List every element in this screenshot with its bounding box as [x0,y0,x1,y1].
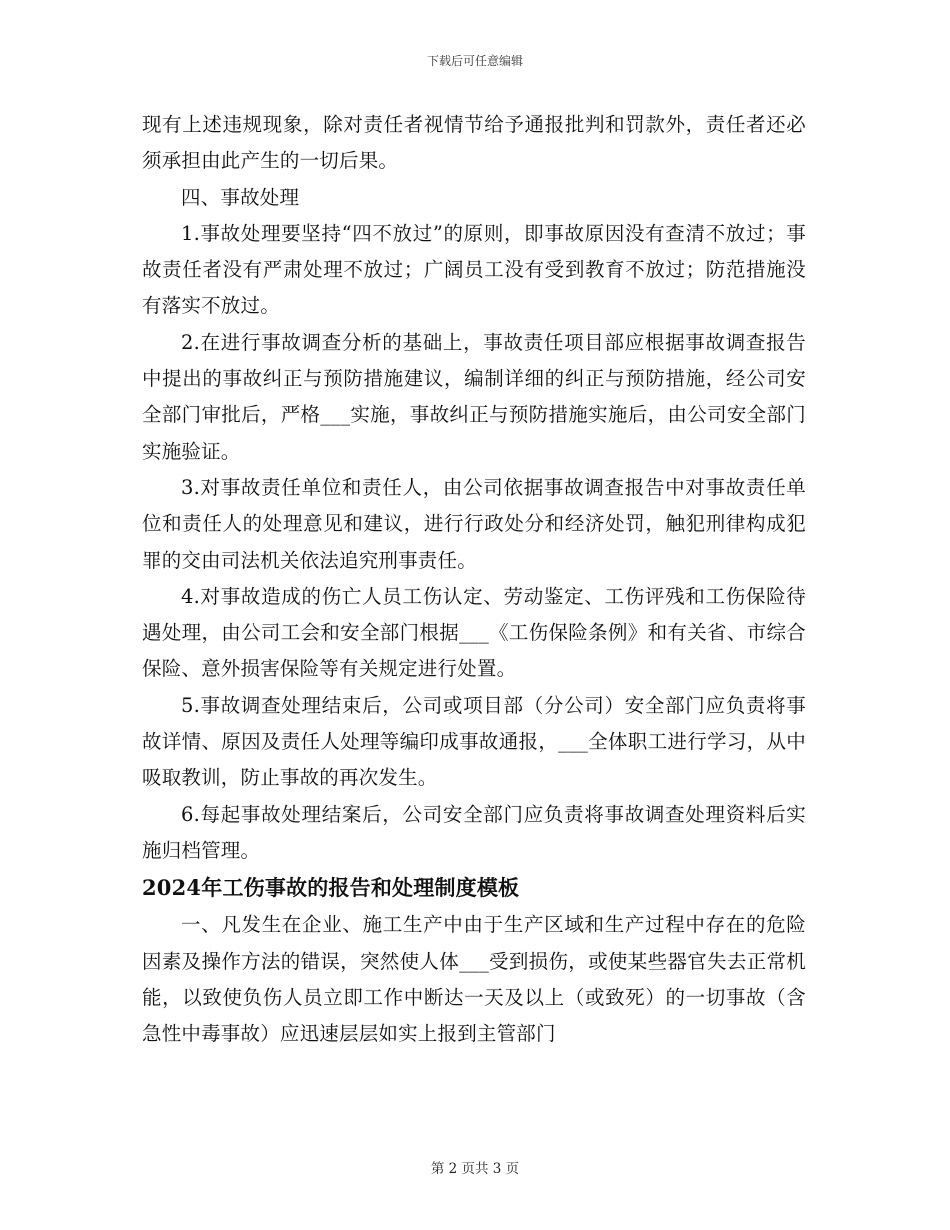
list-item-5: 5.事故调查处理结束后，公司或项目部（分公司）安全部门应负责将事故详情、原因及责任人处理等编印成事故通报，___全体职工进行学习，从中吸取教训，防止事故的再次发生。 [142,693,806,790]
list-item-6: 6.每起事故处理结案后，公司安全部门应负责将事故调查处理资料后实施归档管理。 [142,802,806,862]
document-title: 2024年工伤事故的报告和处理制度模板 [142,875,520,901]
paragraph-continuation: 现有上述违规现象，除对责任者视情节给予通报批判和罚款外，责任者还必须承担由此产生的一切后果。 [142,113,806,173]
document-body [142,107,806,1052]
list-item-4: 4.对事故造成的伤亡人员工伤认定、劳动鉴定、工伤评残和工伤保险待遇处理，由公司工会和安全部门根据___《工伤保险条例》和有关省、市综合保险、意外损害保险等有关规定进行处置。 [142,584,806,681]
section-heading-accident-handling: 四、事故处理 [181,185,300,209]
list-item-2: 2.在进行事故调查分析的基础上，事故责任项目部应根据事故调查报告中提出的事故纠正与预防措施建议，编制详细的纠正与预防措施，经公司安全部门审批后，严格___实施，事故纠正与预防措施实施后，由公司安全部门实施验证。 [142,330,806,463]
list-item-1: 1.事故处理要坚持“四不放过”的原则，即事故原因没有查清不放过；事故责任者没有严肃处理不放过；广阔员工没有受到教育不放过；防范措施没有落实不放过。 [142,221,806,318]
paragraph-intro: 一、凡发生在企业、施工生产中由于生产区域和生产过程中存在的危险因素及操作方法的错误，突然使人体___受到损伤，或使某些器官失去正常机能，以致使负伤人员立即工作中断达一天及以上（或致死）的一切事故（含急性中毒事故）应迅速层层如实上报到主管部门 [142,913,806,1046]
page-number: 第 2 页共 3 页 [430,1161,520,1177]
list-item-3: 3.对事故责任单位和责任人，由公司依据事故调查报告中对事故责任单位和责任人的处理意见和建议，进行行政处分和经济处罚，触犯刑律构成犯罪的交由司法机关依法追究刑事责任。 [142,475,806,572]
page-header-note: 下载后可任意编辑 [426,54,523,68]
